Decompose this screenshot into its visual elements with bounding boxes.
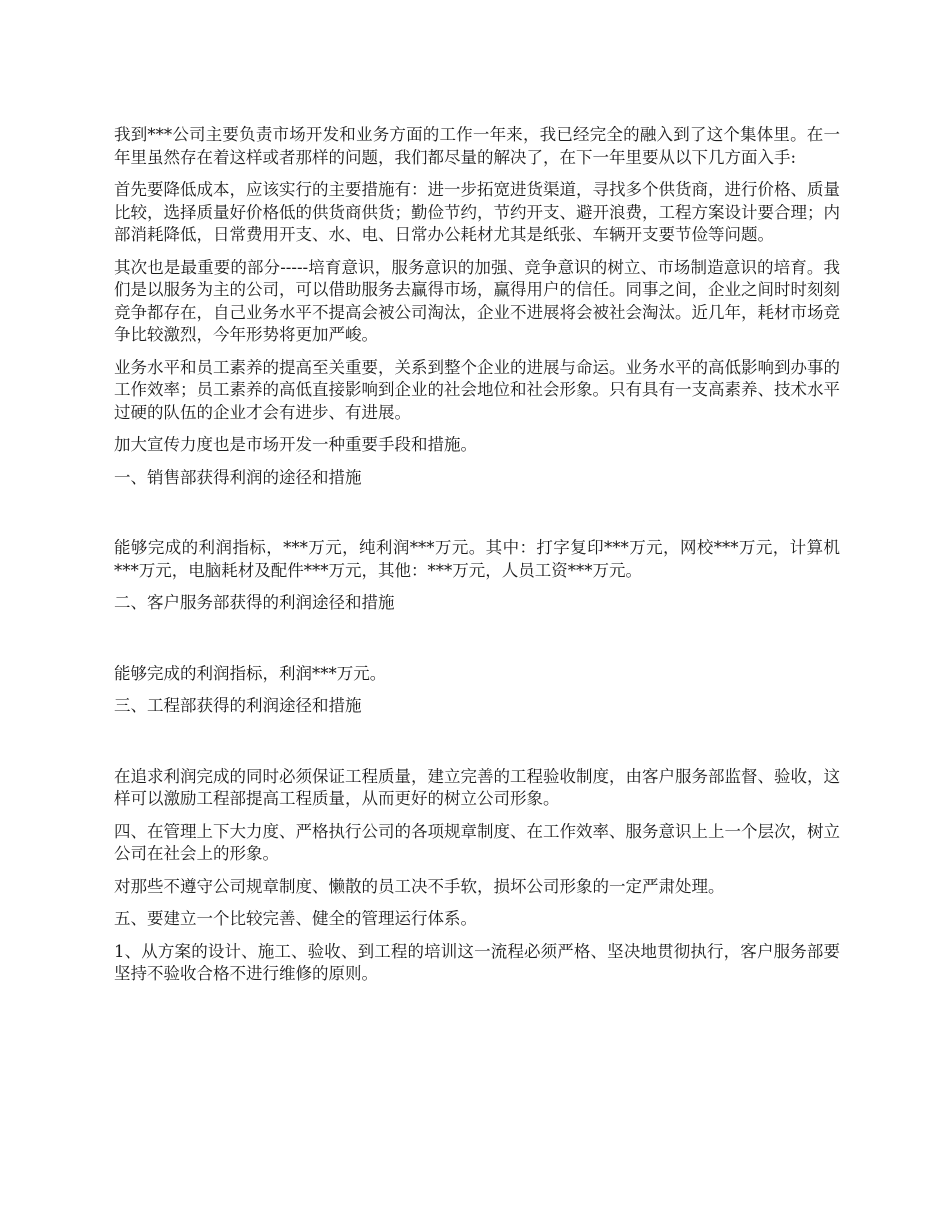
document-body [114, 124, 840, 996]
spacer [114, 625, 840, 663]
cost-reduction-paragraph: 首先要降低成本，应该实行的主要措施有：进一步拓宽进货渠道，寻找多个供货商，进行价格、质量比较，选择质量好价格低的供货商供货；勤俭节约，节约开支、避开浪费，工程方案设计要合理；内部消耗降低，日常费用开支、水、电、日常办公耗材尤其是纸张、车辆开支要节俭等问题。 [114, 180, 840, 244]
section-heading-engineering: 三、工程部获得的利润途径和措施 [114, 696, 362, 715]
discipline-paragraph: 对那些不遵守公司规章制度、懒散的员工决不手软，损坏公司形象的一定严肃处理。 [114, 876, 725, 896]
process-paragraph: 1、从方案的设计、施工、验收、到工程的培训这一流程必须严格、坚决地贯彻执行，客户服务部要坚持不验收合格不进行维修的原则。 [114, 941, 840, 983]
customer-service-profit-paragraph: 能够完成的利润指标，利润***万元。 [114, 663, 387, 683]
intro-paragraph: 我到***公司主要负责市场开发和业务方面的工作一年来，我已经完全的融入到了这个集体里。在一年里虽然存在着这样或者那样的问题，我们都尽量的解决了，在下一年里要从以下几方面入手: [114, 125, 840, 167]
section-system: 五、要建立一个比较完善、健全的管理运行体系。 [114, 909, 477, 928]
section-heading-customer-service: 二、客户服务部获得的利润途径和措施 [114, 593, 395, 612]
engineering-quality-paragraph: 在追求利润完成的同时必须保证工程质量，建立完善的工程验收制度，由客户服务部监督、验收，这样可以激励工程部提高工程质量，从而更好的树立公司形象。 [114, 766, 840, 808]
sales-profit-paragraph: 能够完成的利润指标，***万元，纯利润***万元。其中：打字复印***万元，网校***万元，计算机***万元，电脑耗材及配件***万元，其他：***万元，人员工资***万元。 [114, 538, 840, 580]
awareness-paragraph: 其次也是最重要的部分-----培育意识，服务意识的加强、竞争意识的树立、市场制造意识的培育。我们是以服务为主的公司，可以借助服务去赢得市场，赢得用户的信任。同事之间，企业之间时时刻刻竞争都存在，自己业务水平不提高会被公司淘汰，企业不进展将会被社会淘汰。近几年，耗材市场竞争比较激烈，今年形势将更加严峻。 [114, 257, 840, 344]
section-management: 四、在管理上下大力度、严格执行公司的各项规章制度、在工作效率、服务意识上上一个层次，树立公司在社会上的形象。 [114, 821, 840, 863]
section-heading-sales: 一、销售部获得利润的途径和措施 [114, 467, 362, 487]
spacer [114, 728, 840, 766]
staff-quality-paragraph: 业务水平和员工素养的提高至关重要，关系到整个企业的进展与命运。业务水平的高低影响到办事的工作效率；员工素养的高低直接影响到企业的社会地位和社会形象。只有具有一支高素养、技术水平过硬的队伍的企业才会有进步、有进展。 [114, 357, 840, 422]
spacer [114, 499, 840, 537]
publicity-paragraph: 加大宣传力度也是市场开发一种重要手段和措施。 [114, 435, 477, 454]
